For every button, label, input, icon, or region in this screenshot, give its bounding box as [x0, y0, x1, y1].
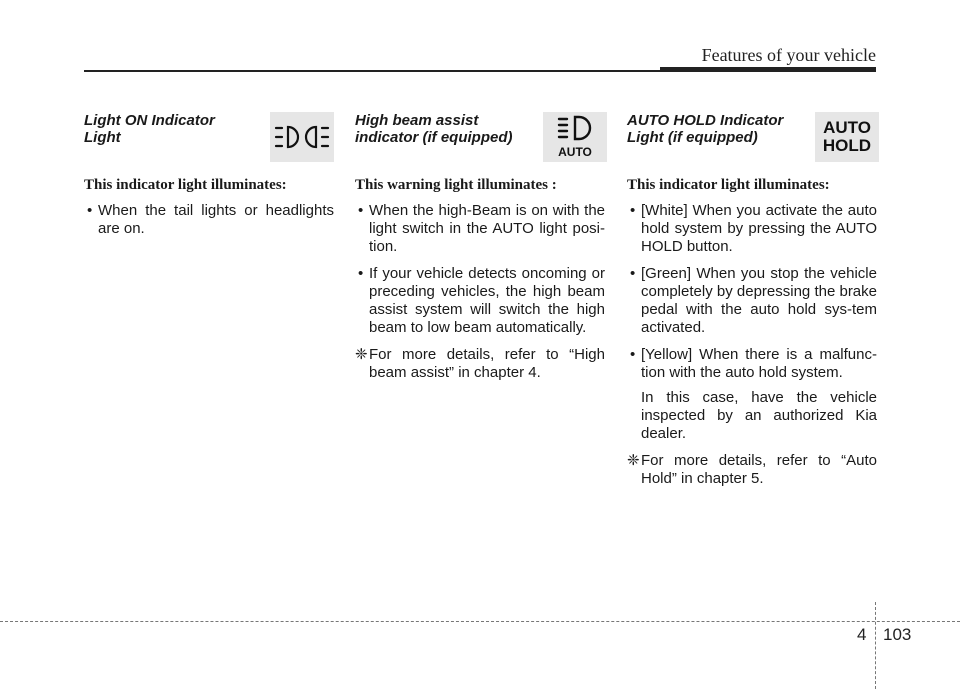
reference-note: [355, 346, 605, 382]
icon-text-line2: HOLD: [822, 136, 872, 155]
icon-text: AUTO: [558, 145, 592, 159]
reference-note: [627, 452, 877, 488]
list-item: • [Yellow] When there is a malfunc-tion with the auto hold system.: [627, 346, 877, 382]
list-item: • [White] When you activate the auto hold system by pressing the AUTO HOLD button.: [627, 202, 877, 256]
page-number: 103: [883, 625, 912, 644]
list-item: • When the tail lights or headlights are on.: [84, 202, 334, 238]
header-rule: [84, 70, 660, 72]
section-title: High beam assist indicator (if equipped): [355, 112, 513, 146]
list-item: • If your vehicle detects oncoming or preceding vehicles, the high beam assist system will switch the high beam to low beam automatically.: [355, 265, 605, 337]
footer-rule: [0, 621, 960, 622]
section-title: AUTO HOLD Indicator Light (if equipped): [627, 112, 784, 146]
footer-divider: [875, 602, 876, 689]
header-rule-accent: [660, 67, 876, 72]
auto-hold-icon: [815, 112, 879, 162]
icon-text-line1: AUTO: [823, 118, 871, 137]
lead-text: This indicator light illuminates:: [627, 177, 830, 193]
headlight-icon: [270, 112, 334, 162]
list-item: • When the high-Beam is on with the light switch in the AUTO light posi-tion.: [355, 202, 605, 256]
note-mark: ❈: [627, 452, 640, 469]
list-item: • [Green] When you stop the vehicle completely by depressing the brake pedal with the auto hold sys-tem activated.: [627, 265, 877, 337]
high-beam-assist-icon: [543, 112, 607, 162]
section-auto-hold: [627, 110, 877, 488]
section-title: Light ON Indicator Light: [84, 112, 215, 146]
note-text: For more details, refer to “Auto Hold” in chapter 5.: [641, 452, 877, 487]
lead-text: This warning light illuminates :: [355, 177, 557, 193]
section-light-on: [84, 110, 334, 247]
chapter-number: 4: [857, 625, 867, 644]
sub-paragraph: In this case, have the vehicle inspected by an authorized Kia dealer.: [641, 389, 877, 442]
header-title: Features of your vehicle: [701, 45, 876, 65]
lead-text: This indicator light illuminates:: [84, 177, 287, 193]
section-high-beam-assist: [355, 110, 605, 382]
note-text: For more details, refer to “High beam assist” in chapter 4.: [369, 346, 605, 381]
note-mark: ❈: [355, 346, 368, 363]
